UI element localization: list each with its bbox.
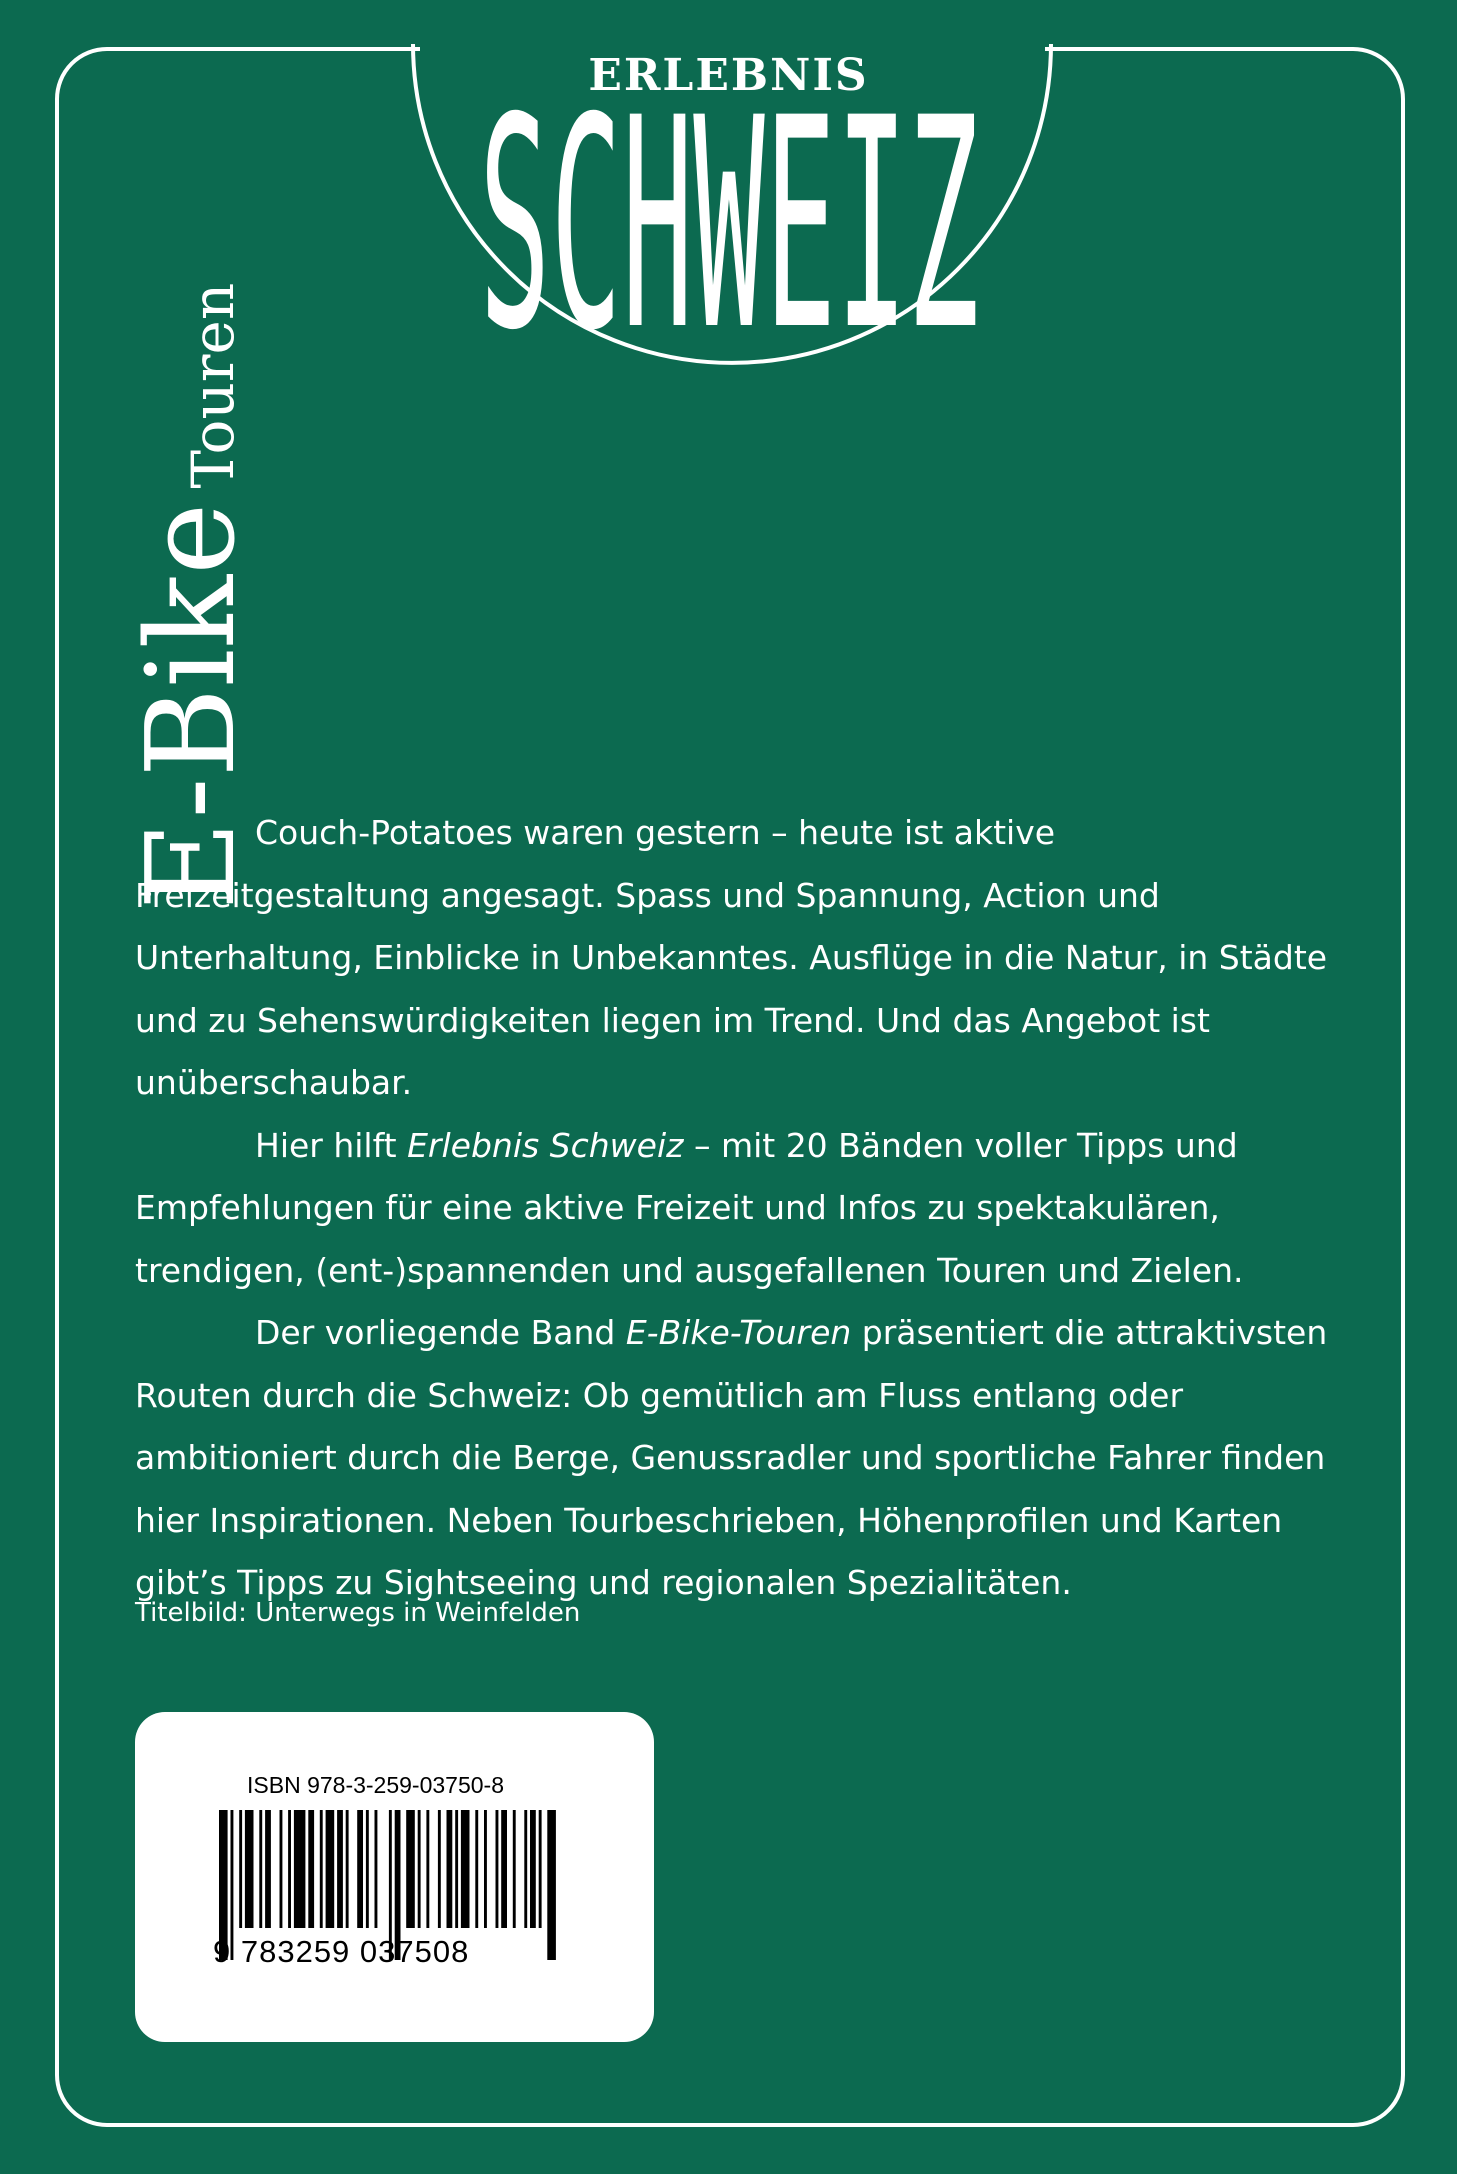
- barcode-bar: [346, 1810, 349, 1928]
- blurb-paragraph-3: [135, 1302, 1360, 1615]
- barcode-bar: [475, 1810, 478, 1928]
- barcode-bar: [357, 1810, 363, 1928]
- barcode-bar: [513, 1810, 516, 1928]
- barcode-digits-text: 9 783259 037508: [213, 1934, 470, 1969]
- barcode-bar: [406, 1810, 415, 1928]
- book-title-sub: Touren: [179, 282, 247, 489]
- barcode-bar: [496, 1810, 499, 1928]
- blurb-p3-italic: E-Bike-Touren: [625, 1313, 852, 1352]
- isbn-label-box: [135, 1712, 654, 2042]
- blurb: [135, 802, 1360, 1615]
- barcode-bar: [530, 1810, 536, 1928]
- blurb-paragraph-2: [135, 1115, 1360, 1303]
- barcode-bar: [320, 1810, 323, 1928]
- barcode-bar: [539, 1810, 542, 1928]
- barcode-bar: [337, 1810, 343, 1928]
- barcode-bar: [265, 1810, 271, 1928]
- blurb-p3-text: Der vorliegende Band: [255, 1313, 626, 1352]
- barcode-bar: [447, 1810, 453, 1928]
- barcode-bar: [484, 1810, 487, 1928]
- blurb-p2-text-end: – mit 20 Bänden voller Tipps und Empfehlungen für eine aktive Freizeit und Infos zu spektakulären, trendigen, (ent-)spannenden und ausgefallenen Touren und Zielen.: [135, 1125, 1244, 1290]
- barcode-bar: [418, 1810, 421, 1928]
- cover-image-credit: Titelbild: Unterwegs in Weinfelden: [135, 1598, 581, 1628]
- barcode-bar: [375, 1810, 378, 1928]
- barcode-bar: [455, 1810, 458, 1928]
- barcode-digits: [213, 1934, 573, 1970]
- barcode-bar: [308, 1810, 314, 1928]
- blurb-p2-text: Hier hilft: [255, 1125, 408, 1165]
- blurb-p2-italic: Erlebnis Schweiz: [407, 1125, 684, 1165]
- barcode-bar: [426, 1810, 429, 1928]
- barcode-bar: [245, 1810, 254, 1928]
- barcode-bar: [280, 1810, 283, 1928]
- blurb-paragraph-1: Couch-Potatoes waren gestern – heute ist aktive Freizeitgestaltung angesagt. Spass und Spannung, Action und Unterhaltung, Einblicke in Unbekanntes. Ausflüge in die Natur, in Städte und zu Sehenswürdigkeiten liegen im Trend. Und das Angebot ist unüberschaubar.: [135, 813, 1328, 1102]
- barcode-bar: [239, 1810, 242, 1928]
- series-name: ERLEBNIS: [588, 50, 869, 101]
- barcode-bar: [366, 1810, 369, 1928]
- barcode-bar: [288, 1810, 291, 1928]
- blurb-p3-text-end: präsentiert die attraktivsten Routen durch die Schweiz: Ob gemütlich am Fluss entlang oder ambitioniert durch die Berge, Genussradler und sportliche Fahrer finden hier Inspirationen. Neben Tourbeschrieben, Höhenprofilen und Karten gibt’s Tipps zu Sightseeing und regionalen Spezialitäten.: [135, 1313, 1328, 1602]
- barcode-bar: [438, 1810, 441, 1928]
- barcode-bar: [524, 1810, 527, 1928]
- barcode-bar: [326, 1810, 335, 1928]
- isbn-number: ISBN 978-3-259-03750-8: [247, 1772, 504, 1798]
- barcode-bar: [294, 1810, 306, 1928]
- series-title-text: SCHWEIZ: [479, 100, 979, 355]
- book-title-main: E-Bike: [120, 502, 262, 910]
- barcode-bar: [501, 1810, 507, 1928]
- series-logo-title: [473, 100, 985, 355]
- barcode-bar: [259, 1810, 262, 1928]
- barcode-bar: [461, 1810, 470, 1928]
